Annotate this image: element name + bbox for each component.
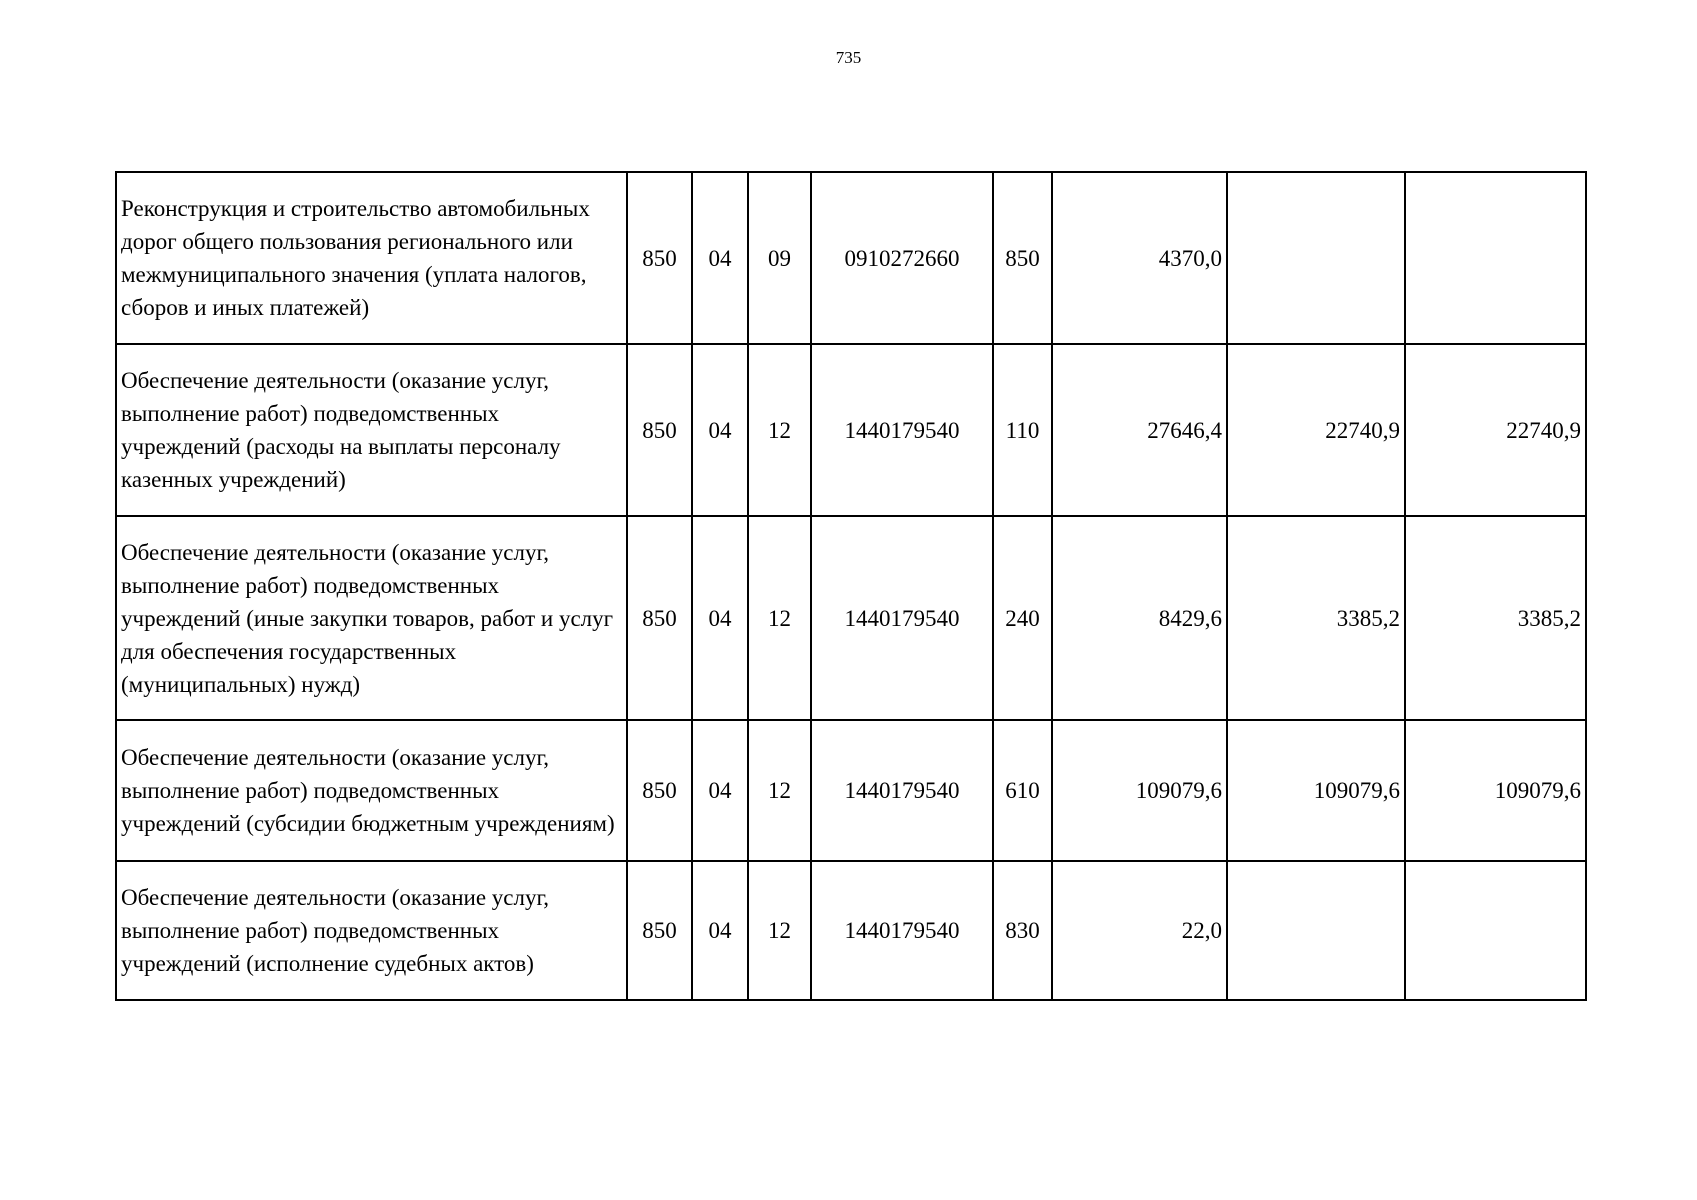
section-code: 04 <box>692 861 748 1000</box>
section-code: 04 <box>692 172 748 344</box>
section-code: 04 <box>692 344 748 516</box>
target-article-code: 1440179540 <box>811 861 993 1000</box>
ministry-code: 850 <box>627 172 692 344</box>
amount-1: 27646,4 <box>1052 344 1227 516</box>
table-row <box>116 861 1586 1000</box>
amount-2: 3385,2 <box>1227 516 1405 720</box>
amount-1: 22,0 <box>1052 861 1227 1000</box>
amount-3: 109079,6 <box>1405 720 1586 861</box>
table-row <box>116 172 1586 344</box>
amount-2 <box>1227 861 1405 1000</box>
amount-2 <box>1227 172 1405 344</box>
expense-type-code: 610 <box>993 720 1052 861</box>
ministry-code: 850 <box>627 344 692 516</box>
ministry-code: 850 <box>627 720 692 861</box>
subsection-code: 09 <box>748 172 811 344</box>
amount-3: 22740,9 <box>1405 344 1586 516</box>
amount-3 <box>1405 172 1586 344</box>
section-code: 04 <box>692 516 748 720</box>
expense-type-code: 110 <box>993 344 1052 516</box>
row-description: Обеспечение деятельности (оказание услуг, выполнение работ) подведомственных учреждений (иные закупки товаров, работ и услуг для обеспечения государственных (муниципальных) нужд) <box>116 516 627 720</box>
row-description: Обеспечение деятельности (оказание услуг, выполнение работ) подведомственных учреждений (расходы на выплаты персоналу казенных учреждений) <box>116 344 627 516</box>
target-article-code: 1440179540 <box>811 720 993 861</box>
section-code: 04 <box>692 720 748 861</box>
budget-table <box>115 171 1587 1001</box>
subsection-code: 12 <box>748 344 811 516</box>
ministry-code: 850 <box>627 861 692 1000</box>
expense-type-code: 240 <box>993 516 1052 720</box>
ministry-code: 850 <box>627 516 692 720</box>
subsection-code: 12 <box>748 720 811 861</box>
amount-1: 8429,6 <box>1052 516 1227 720</box>
amount-2: 109079,6 <box>1227 720 1405 861</box>
target-article-code: 1440179540 <box>811 516 993 720</box>
amount-1: 4370,0 <box>1052 172 1227 344</box>
expense-type-code: 830 <box>993 861 1052 1000</box>
target-article-code: 0910272660 <box>811 172 993 344</box>
expense-type-code: 850 <box>993 172 1052 344</box>
row-description: Обеспечение деятельности (оказание услуг, выполнение работ) подведомственных учреждений (субсидии бюджетным учреждениям) <box>116 720 627 861</box>
subsection-code: 12 <box>748 861 811 1000</box>
amount-2: 22740,9 <box>1227 344 1405 516</box>
row-description: Обеспечение деятельности (оказание услуг, выполнение работ) подведомственных учреждений (исполнение судебных актов) <box>116 861 627 1000</box>
table-row <box>116 720 1586 861</box>
table-row <box>116 516 1586 720</box>
amount-3 <box>1405 861 1586 1000</box>
row-description: Реконструкция и строительство автомобильных дорог общего пользования регионального или межмуниципального значения (уплата налогов, сборов и иных платежей) <box>116 172 627 344</box>
target-article-code: 1440179540 <box>811 344 993 516</box>
amount-3: 3385,2 <box>1405 516 1586 720</box>
table-row <box>116 344 1586 516</box>
subsection-code: 12 <box>748 516 811 720</box>
page-number: 735 <box>835 48 862 67</box>
amount-1: 109079,6 <box>1052 720 1227 861</box>
